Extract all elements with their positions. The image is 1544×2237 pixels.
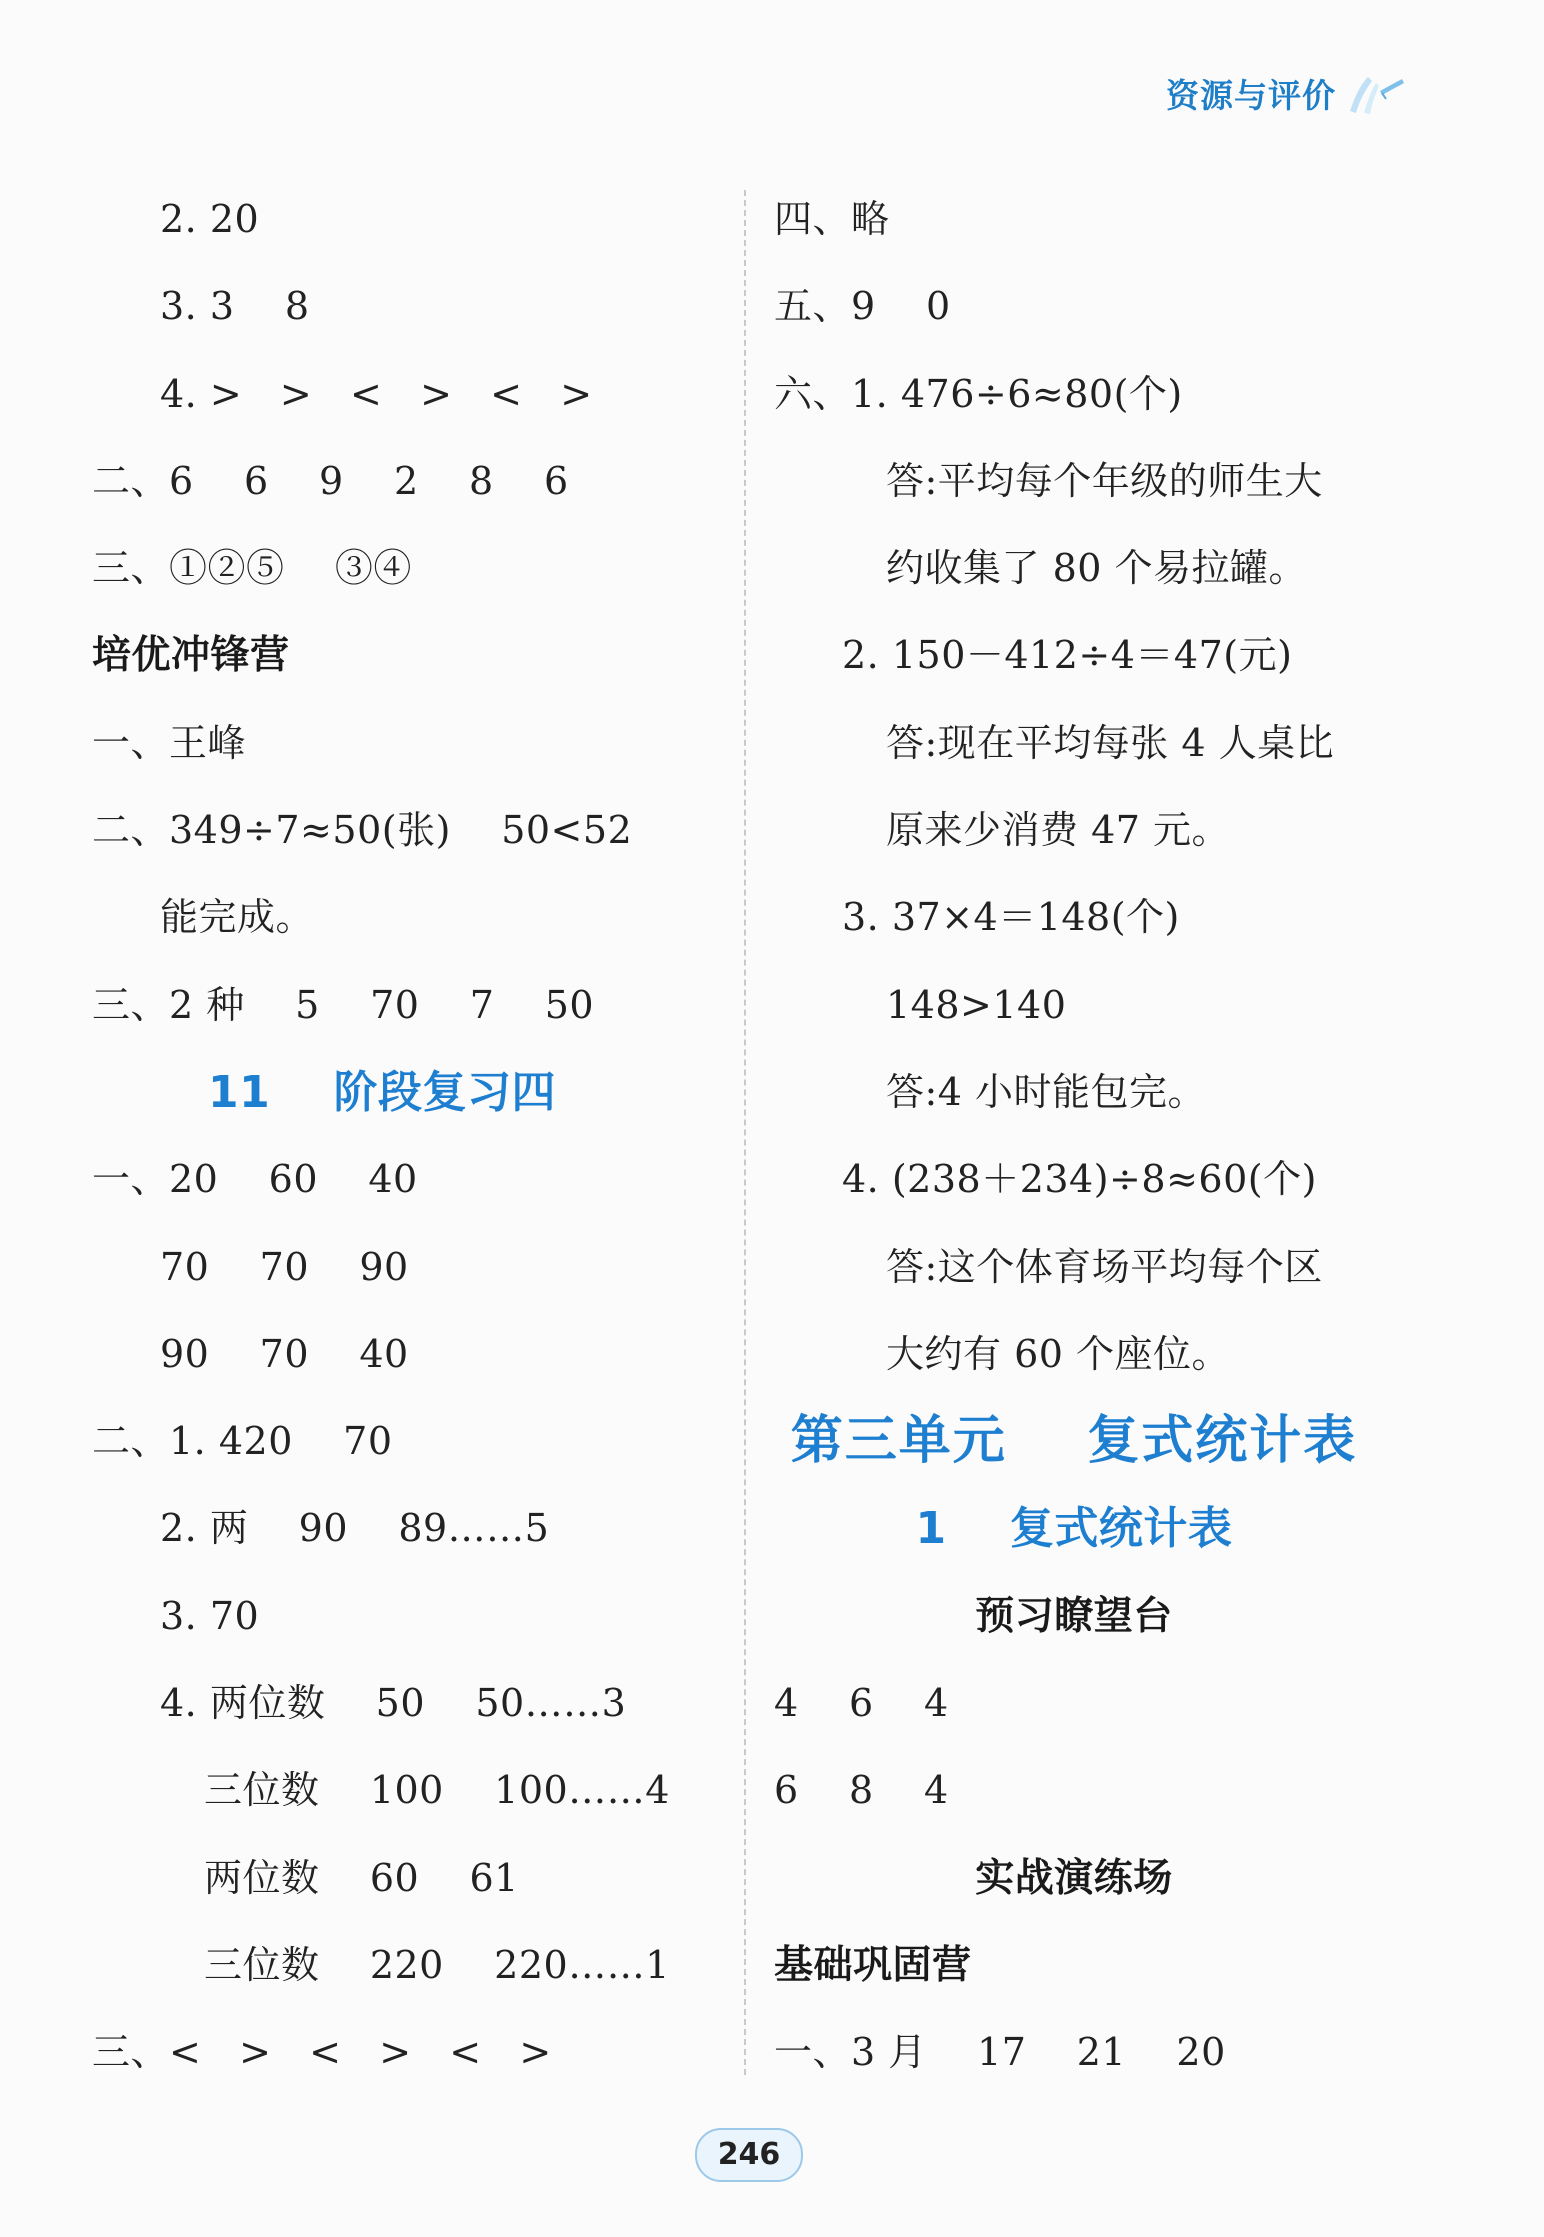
answer-line: 三、2 种 5 70 7 50 — [92, 982, 595, 1027]
answer-line: 答:现在平均每张 4 人桌比 — [886, 720, 1335, 765]
page-number: 246 — [695, 2128, 803, 2182]
page-header — [1166, 70, 1408, 117]
section-heading: 预习瞭望台 — [975, 1593, 1173, 1639]
stationery-icon — [1346, 71, 1408, 117]
right-column — [774, 176, 1434, 2097]
column-divider — [744, 190, 746, 2075]
answer-line: 约收集了 80 个易拉罐。 — [886, 546, 1308, 591]
answer-line: 一、20 60 40 — [92, 1157, 418, 1202]
unit-title: 第三单元 复式统计表 — [790, 1411, 1358, 1472]
answer-line: 原来少消费 47 元。 — [886, 808, 1231, 853]
answer-line: 6 8 4 — [774, 1768, 949, 1813]
answer-line: 五、9 0 — [774, 284, 951, 329]
answer-line: 二、6 6 9 2 8 6 — [92, 458, 569, 503]
answer-line: 能完成。 — [160, 895, 315, 940]
answer-line: 148>140 — [886, 982, 1067, 1027]
answer-line: 六、1. 476÷6≈80(个) — [774, 371, 1183, 416]
answer-line: 三、< > < > < > — [92, 2030, 552, 2075]
answer-line: 3. 3 8 — [160, 284, 310, 329]
answer-line: 4. 两位数 50 50……3 — [160, 1681, 627, 1726]
lesson-title: 1 复式统计表 — [915, 1503, 1233, 1555]
answer-line: 三、①②⑤ ③④ — [92, 546, 412, 591]
answer-line: 两位数 60 61 — [204, 1855, 519, 1900]
answer-line: 答:这个体育场平均每个区 — [886, 1244, 1323, 1289]
answer-line: 三位数 100 100……4 — [204, 1768, 670, 1813]
answer-line: 答:平均每个年级的师生大 — [886, 458, 1323, 503]
answer-line: 二、349÷7≈50(张) 50<52 — [92, 808, 633, 853]
answer-line: 4. > > < > < > — [160, 371, 593, 416]
answer-line: 3. 37×4＝148(个) — [842, 895, 1180, 940]
section-heading: 基础巩固营 — [774, 1942, 972, 1988]
answer-line: 2. 两 90 89……5 — [160, 1506, 550, 1551]
answer-line: 70 70 90 — [160, 1244, 409, 1289]
left-column — [92, 176, 712, 2097]
answer-line: 4. (238＋234)÷8≈60(个) — [842, 1157, 1317, 1202]
section-heading: 培优冲锋营 — [92, 633, 290, 679]
answer-line: 一、3 月 17 21 20 — [774, 2030, 1226, 2075]
answer-line: 三位数 220 220……1 — [204, 1942, 670, 1987]
section-heading: 实战演练场 — [975, 1855, 1173, 1901]
answer-line: 2. 150－412÷4＝47(元) — [842, 633, 1293, 678]
answer-line: 3. 70 — [160, 1593, 260, 1638]
answer-line: 四、略 — [774, 197, 890, 241]
answer-line: 二、1. 420 70 — [92, 1419, 393, 1464]
answer-line: 2. 20 — [160, 197, 260, 241]
answer-line: 大约有 60 个座位。 — [886, 1331, 1231, 1376]
answer-line: 答:4 小时能包完。 — [886, 1069, 1207, 1114]
answer-line: 90 70 40 — [160, 1331, 409, 1376]
answer-line: 4 6 4 — [774, 1681, 949, 1726]
header-title: 资源与评价 — [1166, 76, 1336, 115]
answer-line: 一、王峰 — [92, 720, 247, 765]
lesson-title: 11 阶段复习四 — [207, 1066, 556, 1118]
